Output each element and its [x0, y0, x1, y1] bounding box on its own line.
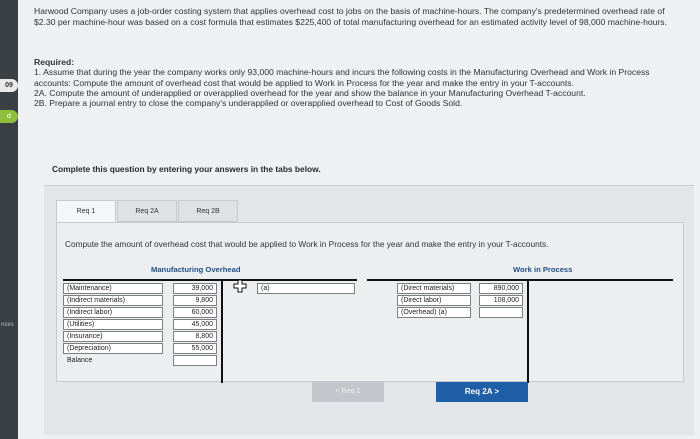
tab-bar [56, 200, 239, 222]
wip-top-line [367, 279, 673, 281]
wip-debit-label-3[interactable]: (Overhead) (a) [397, 307, 471, 318]
mfg-debit-label-2[interactable]: (Indirect materials) [63, 295, 163, 306]
wip-debit-value-1[interactable]: 890,000 [479, 283, 523, 294]
mfg-debit-label-3[interactable]: (Indirect labor) [63, 307, 163, 318]
mfg-debit-value-4[interactable]: 45,000 [173, 319, 217, 330]
wip-debit-label-2[interactable]: (Direct labor) [397, 295, 471, 306]
move-crosshair-icon [233, 279, 247, 293]
tab-content [56, 222, 684, 382]
previous-tab-button[interactable]: < Req 1 [312, 382, 384, 402]
mfg-debit-value-6[interactable]: 55,000 [173, 343, 217, 354]
mfg-balance-value[interactable] [173, 355, 217, 366]
sidebar-label: nces [1, 322, 14, 328]
mfg-debit-value-3[interactable]: 60,000 [173, 307, 217, 318]
tab-req-2b[interactable]: Req 2B [178, 200, 238, 222]
tab-req-2a[interactable]: Req 2A [117, 200, 177, 222]
mfg-debit-label-4[interactable]: (Utilities) [63, 319, 163, 330]
t-account-top-line [63, 279, 357, 281]
wip-debit-label-1[interactable]: (Direct materials) [397, 283, 471, 294]
mfg-debit-label-6[interactable]: (Depreciation) [63, 343, 163, 354]
requirement-2a: 2A. Compute the amount of underapplied or overapplied overhead for the year and show the balance in your Manufacturing Overhead T-account. [34, 87, 586, 98]
instruction-text: Complete this question by entering your answers in the tabs below. [52, 164, 321, 174]
mfg-debit-label-1[interactable]: (Maintenance) [63, 283, 163, 294]
mfg-debit-value-1[interactable]: 39,000 [173, 283, 217, 294]
required-title: Required: [34, 57, 75, 67]
status-badge: d [0, 110, 18, 123]
mfg-credit-label-1[interactable]: (a) [257, 283, 355, 294]
answer-panel [44, 185, 694, 435]
question-page [18, 0, 700, 439]
mfg-balance-label: Balance [67, 357, 93, 364]
problem-intro: Harwood Company uses a job-order costing system that applies overhead cost to jobs on the basis of machine-hours. The company's predetermined overhead rate of $2.30 per machine-hour was based on a cost formula that estimates $225,400 of total manufacturing overhead for an estimated activity level of 98,000 machine-hours. [34, 6, 667, 27]
mfg-overhead-title: Manufacturing Overhead [151, 265, 241, 274]
wip-t-account [367, 265, 673, 383]
mfg-debit-label-5[interactable]: (Insurance) [63, 331, 163, 342]
wip-title: Work in Process [513, 265, 573, 274]
wip-debit-value-2[interactable]: 108,000 [479, 295, 523, 306]
mfg-overhead-t-account [63, 265, 357, 383]
content-instruction: Compute the amount of overhead cost that would be applied to Work in Process for the year and make the entry in your T-accounts. [65, 239, 549, 249]
wip-divider [527, 279, 529, 383]
wip-debit-value-3[interactable] [479, 307, 523, 318]
timer-badge: 09 [0, 79, 18, 92]
requirement-1: 1. Assume that during the year the company works only 93,000 machine-hours and incurs the following costs in the Manufacturing Overhead and Work in Process accounts: Compute the amount of overhead cost that would be applied to Work in Process for the year and make the entry in your T-accounts. [34, 67, 650, 88]
mfg-debit-value-5[interactable]: 8,800 [173, 331, 217, 342]
requirement-2b: 2B. Prepare a journal entry to close the company's underapplied or overapplied overhead to Cost of Goods Sold. [34, 98, 463, 109]
mfg-debit-value-2[interactable]: 9,800 [173, 295, 217, 306]
next-tab-button[interactable]: Req 2A > [436, 382, 528, 402]
left-sidebar [0, 0, 18, 439]
required-section [34, 57, 684, 108]
t-account-divider [221, 279, 223, 383]
tab-req-1[interactable]: Req 1 [56, 200, 116, 222]
